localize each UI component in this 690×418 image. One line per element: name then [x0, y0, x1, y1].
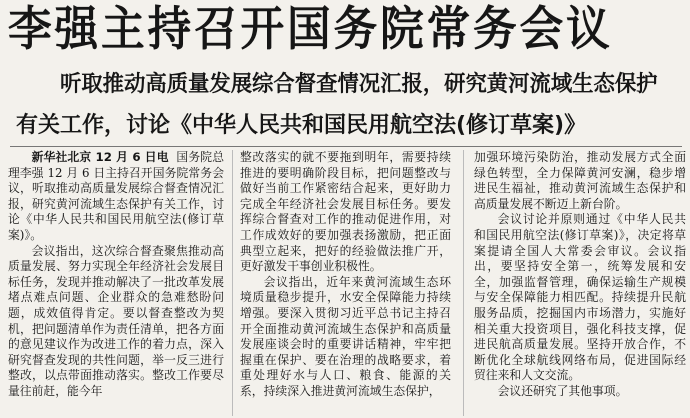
- column-divider: [463, 150, 464, 416]
- header-divider: [10, 146, 682, 147]
- subhead-line-1: 听取推动高质量发展综合督查情况汇报，研究黄河流域生态保护: [60, 72, 658, 97]
- article-column-2: [240, 150, 451, 416]
- dateline: 新华社北京 12 月 6 日电: [31, 150, 169, 164]
- paragraph-text: 整改落实的就不要拖到明年，需要持续推进的要明确阶段目标，把问题整改与做好当前工作紧密结合起来，更好助力完成全年经济社会发展目标任务。要发挥综合督查对工作的推动促进作用，对工作成效好的要加强表扬激励，把正面典型立起来，把好的经验做法推广开，更好激发干事创业积极性。: [240, 150, 451, 274]
- article-column-1: [8, 150, 224, 416]
- paragraph-text: 加强环境污染防治，推动发展方式全面绿色转型，全力保障黄河安澜，稳步增进民生福祉，推动黄河流域生态保护和高质量发展不断迈上新台阶。: [474, 150, 686, 211]
- paragraph-intro: [8, 150, 224, 244]
- paragraph-closing: 会议还研究了其他事项。: [497, 383, 628, 398]
- paragraph-text: 会议指出，近年来黄河流域生态环境质量稳步提升，水安全保障能力持续增强。要深入贯彻习近平总书记主持召开全面推动黄河流域生态保护和高质量发展座谈会时的重要讲话精神，牢牢把握重在保护、要在治理的战略要求，着重处理好水与人口、粮食、能源的关系，持续深入推进黄河流域生态保护，: [240, 274, 451, 398]
- subhead-line-2: 有关工作，讨论《中华人民共和国民用航空法(修订草案)》: [16, 113, 587, 138]
- paragraph-text: 会议指出，这次综合督查聚焦推动高质量发展、努力实现全年经济社会发展目标任务，发现并推动解决了一批改革发展堵点难点问题、企业群众的急难愁盼问题，成效值得肯定。要以督查整改为契机，把问题清单作为责任清单，把各方面的意见建议作为改进工作的着力点，深入研究督查发现的共性问题，举一反三进行整改，以点带面推动落实。整改工作要尽量往前赶，能今年: [8, 243, 224, 398]
- paragraph-intro-text: 国务院总理李强 12 月 6 日主持召开国务院常务会议，听取推动高质量发展综合督查情况汇报，研究黄河流域生态保护有关工作，讨论《中华人民共和国民用航空法(修订草案)》。: [8, 150, 224, 242]
- column-divider: [232, 150, 233, 416]
- headline: 李强主持召开国务院常务会议: [8, 2, 613, 57]
- article-column-3: [474, 150, 686, 416]
- paragraph-text: 会议讨论并原则通过《中华人民共和国民用航空法(修订草案)》，决定将草案提请全国人大常委会审议。会议指出，要坚持安全第一，统筹发展和安全，加强监督管理，确保运输生产规模与安全保障能力相匹配。持续提升民航服务品质，挖掘国内市场潜力，实施好相关重大投资项目，强化科技支撑，促进民航高质量发展。坚持开放合作，不断优化全球航线网络布局，促进国际经贸往来和人文交流。: [474, 212, 686, 383]
